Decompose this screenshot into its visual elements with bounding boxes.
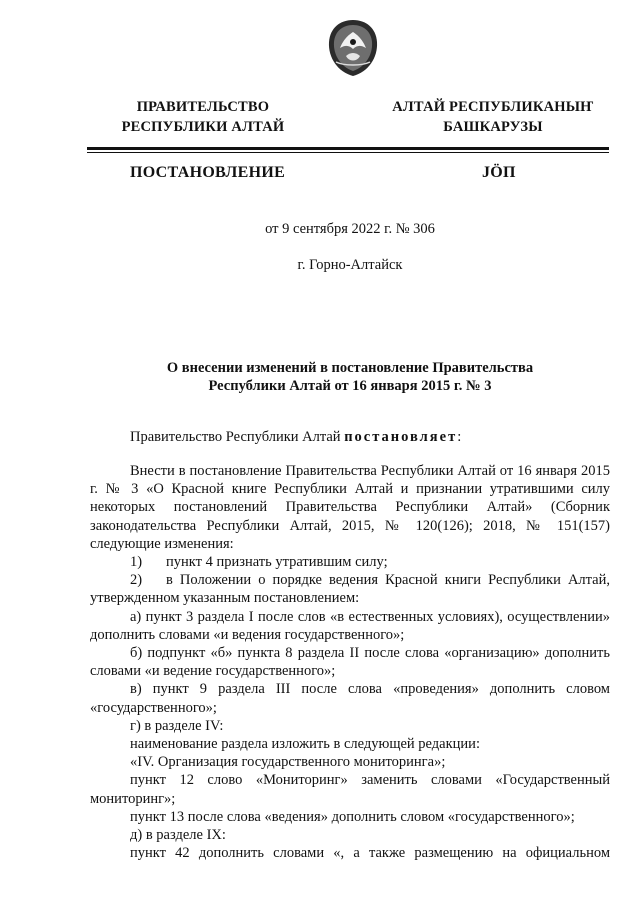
body-subitem-a: а) пункт 3 раздела I после слов «в естественных условиях), осуществлении» дополнить словами «и ведения государственного»; bbox=[90, 608, 610, 643]
coat-of-arms-emblem bbox=[326, 18, 380, 78]
body-subitem-b: б) подпункт «б» пункта 8 раздела II после слова «организацию» дополнить словами «и ведение государственного»; bbox=[90, 645, 610, 680]
preamble-colon: : bbox=[457, 429, 462, 445]
body-item-1 bbox=[90, 553, 610, 571]
header-divider-thin bbox=[87, 152, 609, 153]
government-name-alt bbox=[388, 97, 598, 137]
body-item-2-number: 2) bbox=[130, 572, 143, 589]
body-subitem-d-line1: пункт 42 дополнить словами «, а также размещению на официальном bbox=[130, 845, 610, 862]
body-subitem-d: д) в разделе IX: bbox=[130, 827, 226, 844]
government-name-ru bbox=[98, 97, 308, 137]
header-divider-thick bbox=[87, 147, 609, 150]
doc-type-alt: JӦП bbox=[482, 164, 516, 181]
document-city: г. Горно-Алтайск bbox=[297, 257, 403, 273]
doc-type-ru: ПОСТАНОВЛЕНИЕ bbox=[130, 164, 286, 181]
government-name-ru-line1: ПРАВИТЕЛЬСТВО bbox=[136, 99, 270, 115]
body-item-2-text: в Положении о порядке ведения Красной книги Республики Алтай, утвержденном указанным постановлением: bbox=[90, 572, 610, 607]
government-name-alt-line2: БАШКАРУЗЫ bbox=[443, 119, 543, 135]
government-name-alt-line1: АЛТАЙ РЕСПУБЛИКАНЫҤ bbox=[392, 99, 594, 115]
document-title-line2: Республики Алтай от 16 января 2015 г. № 3 bbox=[208, 378, 492, 394]
body-subitem-g-line1: наименование раздела изложить в следующей редакции: bbox=[130, 736, 480, 753]
body-item-1-text: пункт 4 признать утратившим силу; bbox=[166, 554, 388, 571]
body-item-2 bbox=[90, 571, 610, 607]
preamble-verb: постановляет bbox=[344, 429, 458, 445]
body-subitem-g-line3: пункт 12 слово «Мониторинг» заменить словами «Государственный мониторинг»; bbox=[90, 772, 610, 807]
body-subitem-g-line4: пункт 13 после слова «ведения» дополнить словом «государственного»; bbox=[130, 808, 575, 825]
body-item-1-number: 1) bbox=[130, 554, 143, 571]
document-title bbox=[100, 359, 600, 395]
government-name-ru-line2: РЕСПУБЛИКИ АЛТАЙ bbox=[121, 119, 285, 135]
body-subitem-v: в) пункт 9 раздела III после слова «проведения» дополнить словом «государственного»; bbox=[90, 681, 610, 716]
document-body bbox=[90, 462, 610, 862]
document-date: от 9 сентября 2022 г. № 306 bbox=[265, 221, 435, 237]
body-subitem-g-line2: «IV. Организация государственного мониторинга»; bbox=[130, 754, 446, 771]
body-paragraph-intro: Внести в постановление Правительства Республики Алтай от 16 января 2015 г. № 3 «О Красной книге Республики Алтай и признании утратившими силу некоторых постановлений Правительства Республики Алтай» (Сборник законодательства Республики Алтай, 2015, № 120(126); 2018, № 151(157) следующие изменения: bbox=[90, 463, 610, 552]
document-title-line1: О внесении изменений в постановление Правительства bbox=[166, 360, 534, 376]
preamble-text: Правительство Республики Алтай bbox=[130, 429, 345, 445]
preamble bbox=[130, 429, 461, 446]
body-subitem-g: г) в разделе IV: bbox=[130, 717, 224, 734]
